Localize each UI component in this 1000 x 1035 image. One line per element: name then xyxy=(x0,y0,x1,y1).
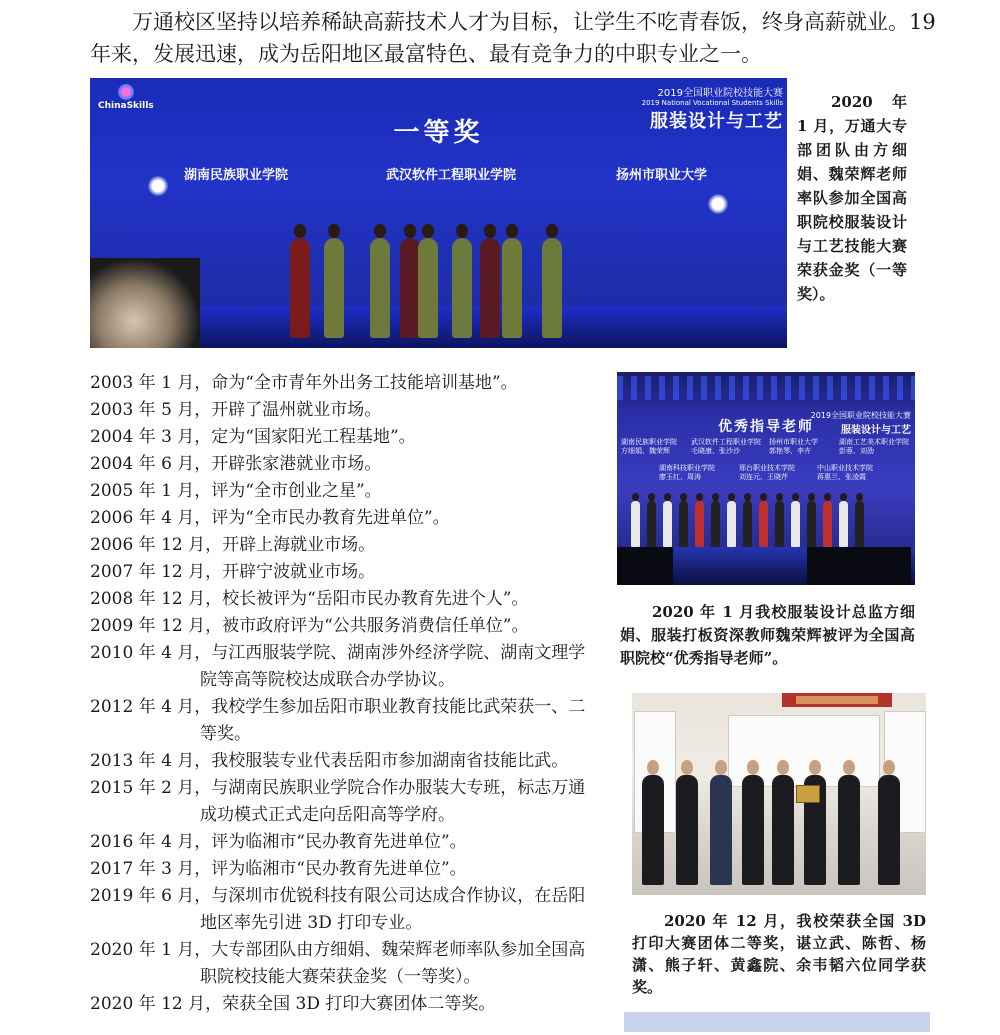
person xyxy=(839,501,848,547)
event-line1: 2019全国职业院校技能大赛 xyxy=(657,88,783,99)
school-block: 湖南民族职业学院 方细娟、魏荣辉 xyxy=(621,438,677,455)
wall-banner xyxy=(782,693,892,707)
timeline-text: 评为临湘市“民办教育先进单位”。 xyxy=(211,859,467,879)
person xyxy=(631,501,640,547)
person xyxy=(400,238,420,338)
event-title: 服装设计与工艺 xyxy=(841,425,911,436)
timeline-item xyxy=(90,613,602,640)
timeline-item xyxy=(90,883,602,937)
person xyxy=(647,501,656,547)
timeline-item xyxy=(90,478,602,505)
timeline-item xyxy=(90,397,602,424)
timeline-text: 与湖南民族职业学院合作办服装大专班，标志万通 xyxy=(211,778,586,798)
person xyxy=(663,501,672,547)
timeline-text: 开辟张家港就业市场。 xyxy=(211,454,382,474)
timeline-text: 被市政府评为“公共服务消费信任单位”。 xyxy=(222,616,529,636)
person xyxy=(772,775,794,885)
event-line: 2019全国职业院校技能大赛 xyxy=(810,411,911,420)
speaker xyxy=(617,547,673,585)
school-label: 扬州市职业大学 xyxy=(616,168,708,183)
logo-text: ChinaSkills xyxy=(98,101,154,111)
timeline-date: 2020 年 1 月， xyxy=(90,940,212,960)
timeline-text: 与江西服装学院、湖南涉外经济学院、湖南文理学 xyxy=(211,643,586,663)
timeline-text: 大专部团队由方细娟、魏荣辉老师率队参加全国高 xyxy=(211,940,586,960)
person xyxy=(807,501,816,547)
timeline-item xyxy=(90,505,602,532)
caption-teacher-photo: 2020 年 1 月我校服装设计总监方细娟、服装打板资深教师魏荣辉被评为全国高职院校“优秀指导老师”。 xyxy=(620,603,915,667)
timeline-text: 开辟宁波就业市场。 xyxy=(222,562,376,582)
timeline-text-cont: 职院校技能大赛荣获金奖（一等奖）。 xyxy=(200,967,481,987)
timeline-text: 我校学生参加岳阳市职业教育技能比武荣获一、二 xyxy=(211,697,586,717)
group-photo xyxy=(632,693,926,895)
timeline-text: 我校服装专业代表岳阳市参加湖南省技能比武。 xyxy=(211,751,569,771)
caption-group-photo: 2020 年 12 月，我校荣获全国 3D 打印大赛团体二等奖，谌立武、陈哲、杨潇、熊子轩、黄鑫院、余韦韬六位同学获奖。 xyxy=(632,912,926,996)
school-label: 湖南民族职业学院 xyxy=(184,168,289,183)
timeline-text: 定为“国家阳光工程基地”。 xyxy=(211,427,416,447)
timeline-text-cont: 地区率先引进 3D 打印专业。 xyxy=(200,913,423,933)
award-title: 优秀指导老师 xyxy=(718,419,814,435)
timeline-text-cont: 成功模式正式走向岳阳高等学府。 xyxy=(200,805,455,825)
timeline-item xyxy=(90,829,602,856)
timeline-date: 2007 年 12 月， xyxy=(90,562,223,582)
person xyxy=(743,501,752,547)
timeline-date: 2017 年 3 月， xyxy=(90,859,212,879)
person xyxy=(418,238,438,338)
timeline-item xyxy=(90,748,602,775)
person xyxy=(878,775,900,885)
milestone-timeline xyxy=(90,370,602,1018)
timeline-date: 2005 年 1 月， xyxy=(90,481,212,501)
event-sign xyxy=(811,410,911,436)
timeline-item xyxy=(90,370,602,397)
timeline-date: 2006 年 12 月， xyxy=(90,535,223,555)
timeline-item xyxy=(90,937,602,991)
timeline-text: 命为“全市青年外出务工技能培训基地”。 xyxy=(211,373,518,393)
speaker xyxy=(807,547,911,585)
person xyxy=(542,238,562,338)
school-label: 武汉软件工程职业学院 xyxy=(386,168,517,183)
school-block: 中山职业技术学院 蒋惠兰、张凌霞 xyxy=(817,464,873,481)
intro-paragraph xyxy=(90,6,940,70)
timeline-date: 2015 年 2 月， xyxy=(90,778,212,798)
timeline-item xyxy=(90,991,602,1018)
school-block: 湖南工艺美术职业学院 彭蓉、刘劭 xyxy=(839,438,909,455)
event-title: 服装设计与工艺 xyxy=(650,111,783,132)
person xyxy=(452,238,472,338)
timeline-item xyxy=(90,856,602,883)
timeline-text: 评为临湘市“民办教育先进单位”。 xyxy=(211,832,467,852)
timeline-text: 荣获全国 3D 打印大赛团体二等奖。 xyxy=(222,994,496,1014)
person xyxy=(742,775,764,885)
timeline-date: 2008 年 12 月， xyxy=(90,589,223,609)
timeline-item xyxy=(90,451,602,478)
school-block: 武汉软件工程职业学院 毛晓康、张沙沙 xyxy=(691,438,761,455)
person xyxy=(290,238,310,338)
timeline-text: 开辟了温州就业市场。 xyxy=(211,400,382,420)
timeline-item xyxy=(90,775,602,829)
timeline-date: 2009 年 12 月， xyxy=(90,616,223,636)
camera-operator xyxy=(90,258,200,348)
person xyxy=(838,775,860,885)
timeline-date: 2013 年 4 月， xyxy=(90,751,212,771)
timeline-item xyxy=(90,559,602,586)
timeline-date: 2019 年 6 月， xyxy=(90,886,212,906)
person xyxy=(676,775,698,885)
person xyxy=(775,501,784,547)
person xyxy=(695,501,704,547)
timeline-date: 2003 年 5 月， xyxy=(90,400,212,420)
person xyxy=(710,775,732,885)
footer-bar xyxy=(624,1012,930,1032)
person xyxy=(727,501,736,547)
timeline-date: 2006 年 4 月， xyxy=(90,508,212,528)
stage-light xyxy=(708,194,728,214)
intro-text: 万通校区坚持以培养稀缺高薪技术人才为目标，让学生不吃青春饭，终身高薪就业。19 年来，发展迅速，成为岳阳地区最富特色、最有竞争力的中职专业之一。 xyxy=(90,10,936,66)
timeline-text: 校长被评为“岳阳市民办教育先进个人”。 xyxy=(222,589,529,609)
timeline-date: 2020 年 12 月， xyxy=(90,994,223,1014)
timeline-text-cont: 院等高等院校达成联合办学协议。 xyxy=(200,670,455,690)
caption-award-photo: 2020 年 1 月，万通大专部团队由方细娟、魏荣辉老师率队参加全国高职院校服装设计与工艺技能大赛荣获金奖（一等奖）。 xyxy=(797,93,907,303)
person xyxy=(679,501,688,547)
timeline-date: 2016 年 4 月， xyxy=(90,832,212,852)
timeline-text: 与深圳市优锐科技有限公司达成合作协议，在岳阳 xyxy=(211,886,586,906)
school-block: 邢台职业技术学院 刘连元、王晓芹 xyxy=(739,464,795,481)
person xyxy=(324,238,344,338)
ceiling-lights xyxy=(617,376,915,400)
person xyxy=(642,775,664,885)
timeline-item xyxy=(90,532,602,559)
person xyxy=(791,501,800,547)
timeline-item xyxy=(90,424,602,451)
timeline-text-cont: 等奖。 xyxy=(200,724,251,744)
school-block: 湖南科技职业学院 廖玉红、周涛 xyxy=(659,464,715,481)
chinaskills-logo xyxy=(98,84,154,111)
timeline-item xyxy=(90,586,602,613)
timeline-text: 评为“全市创业之星”。 xyxy=(211,481,382,501)
award-stage-photo xyxy=(90,78,787,348)
timeline-text: 评为“全市民办教育先进单位”。 xyxy=(211,508,450,528)
teacher-award-photo xyxy=(617,372,915,585)
timeline-date: 2010 年 4 月， xyxy=(90,643,212,663)
timeline-date: 2003 年 1 月， xyxy=(90,373,212,393)
person xyxy=(759,501,768,547)
certificate xyxy=(796,785,820,803)
person xyxy=(823,501,832,547)
school-block: 扬州市职业大学 郭艳琴、李卉 xyxy=(769,438,818,455)
award-title: 一等奖 xyxy=(393,118,484,148)
person xyxy=(855,501,864,547)
person xyxy=(480,238,500,338)
timeline-item xyxy=(90,694,602,748)
person xyxy=(502,238,522,338)
event-line2: 2019 National Vocational Students Skills xyxy=(641,99,783,107)
timeline-date: 2004 年 3 月， xyxy=(90,427,212,447)
timeline-text: 开辟上海就业市场。 xyxy=(222,535,376,555)
person xyxy=(711,501,720,547)
stage-light xyxy=(148,176,168,196)
timeline-item xyxy=(90,640,602,694)
timeline-date: 2012 年 4 月， xyxy=(90,697,212,717)
person xyxy=(370,238,390,338)
timeline-date: 2004 年 6 月， xyxy=(90,454,212,474)
